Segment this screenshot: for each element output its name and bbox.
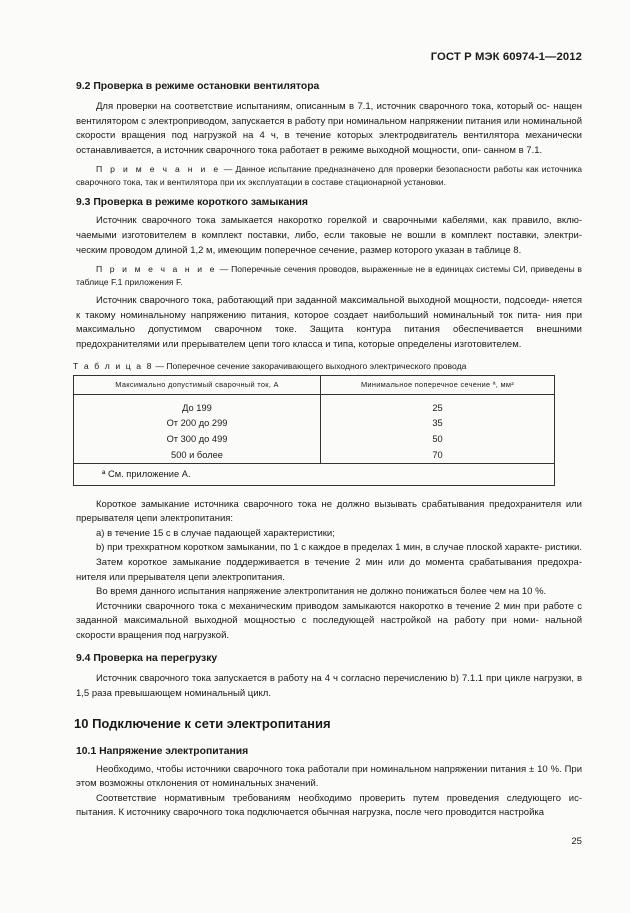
table-title: — Поперечное сечение закорачивающего выходного электрического провода xyxy=(152,360,467,371)
heading-9-3: 9.3 Проверка в режиме короткого замыкания xyxy=(76,197,308,209)
paragraph-9-4 xyxy=(76,672,582,701)
heading-9-2: 9.2 Проверка в режиме остановки вентилятора xyxy=(76,81,320,92)
note-9-3 xyxy=(76,263,582,289)
text-line: или прерывателя цепи электропитания: xyxy=(76,498,582,525)
paragraph xyxy=(76,498,582,527)
table-row xyxy=(74,447,555,464)
page-content xyxy=(73,80,583,821)
text-line: няется к такому номинальному напряжению питания, которое создает наибольший номинальный ток пита- xyxy=(76,295,583,321)
table-label: Т а б л и ц а 8 xyxy=(73,360,153,371)
paragraph-10-1-a xyxy=(76,763,582,792)
text-line: нагрузки, в 1,5 раза превышающем номинальный цикл. xyxy=(76,673,582,700)
note-label: П р и м е ч а н и е xyxy=(96,264,217,275)
table-cell: До 199 xyxy=(74,394,321,415)
table-cell: 25 xyxy=(321,394,555,415)
paragraph-9-3-b xyxy=(76,294,582,352)
text-line: санном в 7.1. xyxy=(483,144,543,156)
table-cell: 70 xyxy=(321,447,555,464)
note-9-2 xyxy=(76,163,582,189)
text-line: Необходимо, чтобы источники сварочного тока работали при номинальном напряжении питания xyxy=(96,763,527,775)
text-line: Источник сварочного тока замыкается накоротко горелкой и сварочными кабелями, как правило, вклю- xyxy=(96,215,582,227)
text-line: ± 10 %. При этом возможны отклонения от номинальных значений. xyxy=(76,763,582,790)
text-line: Источник сварочного тока, работающий при заданной максимальной выходной мощности, подсоеди- xyxy=(96,295,550,307)
list-item-b xyxy=(76,541,582,556)
table-cell: От 300 до 499 xyxy=(74,431,321,447)
text-line: ристики. xyxy=(544,542,582,554)
text-line: работе с заданной максимальной выходной мощностью с последующей настройкой на работу при номи- xyxy=(76,600,583,627)
table-row xyxy=(74,415,555,431)
text-line: ческим проводом длиной 1,2 м, имеющим поперечное сечение, размер которого указан в таблице 8. xyxy=(76,244,522,256)
text-line: Соответствие нормативным требованиям необходимо проверить путем проведения следующего ис- xyxy=(96,792,582,804)
paragraph xyxy=(76,556,582,585)
paragraph xyxy=(76,600,582,644)
text-line: нителя или прерывателя цепи электропитания. xyxy=(76,571,285,583)
table-cell: От 200 до 299 xyxy=(74,415,321,431)
text-line: нащен вентилятором с электроприводом, запускается в работу при номинальном напряжении питания или xyxy=(76,101,582,127)
note-text: сварочного тока, так и вентилятора при их эксплуатации в составе стационарной установки. xyxy=(76,177,446,188)
text-line: Для проверки на соответствие испытаниям, описанным в 7.1, источник сварочного тока, который ос- xyxy=(96,101,550,112)
heading-9-4: 9.4 Проверка на перегрузку xyxy=(76,653,218,665)
list-item-a: а) в течение 15 с в случае падающей характеристики; xyxy=(96,527,335,539)
table-cell: 500 и более xyxy=(74,447,321,464)
paragraph-9-3-a xyxy=(76,214,582,258)
text-line: Источник сварочного тока запускается в работу на 4 ч согласно перечислению b) 7.1.1 при цикле xyxy=(96,673,531,685)
paragraph-9-2 xyxy=(76,100,582,158)
text-line: номинальной скорости вращения под нагрузкой на 4 ч, в течение которых электродвигатель вентилятора xyxy=(76,115,583,142)
text-line: чаемыми изготовителем в комплект поставки, либо, если таковые не вошли в комплект поставки, электри- xyxy=(76,229,582,241)
table-row xyxy=(74,394,555,415)
text-line: Источники сварочного тока с механическим приводом замыкаются накоротко в течение 2 мин при xyxy=(96,600,540,612)
table-row xyxy=(74,431,555,447)
text-line: нальной скорости вращения под нагрузкой. xyxy=(76,615,582,641)
table-cell: 35 xyxy=(321,415,555,431)
note-label: П р и м е ч а н и е xyxy=(96,164,221,175)
text-line: Короткое замыкание источника сварочного тока не должно вызывать срабатывания предохранителя xyxy=(96,498,562,510)
page-number: 25 xyxy=(571,836,582,847)
table-8-caption xyxy=(73,360,579,372)
table-footnote: ª См. приложение А. xyxy=(74,463,555,485)
heading-10-1: 10.1 Напряжение электропитания xyxy=(76,745,249,757)
paragraph: Во время данного испытания напряжение электропитания не должно понижаться более чем на 10 %. xyxy=(96,586,547,598)
note-text: таблице F.1 приложения F. xyxy=(76,277,183,288)
note-text: — Данное испытание предназначено для проверки безопасности работы как источника xyxy=(220,164,583,175)
document-id: ГОСТ Р МЭК 60974-1—2012 xyxy=(430,51,582,63)
table-8 xyxy=(73,375,555,486)
text-line: пытания. К источнику сварочного тока подключается обычная нагрузка, после чего проводится настройка xyxy=(76,807,545,819)
text-line: предохранителями или прерывателем цепи того класса и типа, которые определены изготовителем. xyxy=(76,338,522,350)
text-line: ния при максимально допустимом сварочном токе. Защита контура питания обеспечивается внешними xyxy=(76,309,583,336)
note-text: — Поперечные сечения проводов, выраженные не в единицах системы СИ, приведены в xyxy=(216,264,582,275)
text-line: Затем короткое замыкание поддерживается в течение 2 мин или до момента срабатывания предохра- xyxy=(96,556,582,568)
text-line: механически останавливается, а источник сварочного тока работает в режиме выходной мощности, опи- xyxy=(76,130,582,156)
text-line: b) при трехкратном коротком замыкании, по 1 с каждое в пределах 1 мин, в случае плоской характе- xyxy=(96,542,543,554)
short-circuit-requirements xyxy=(76,498,582,644)
table-cell: 50 xyxy=(321,431,555,447)
paragraph-10-1-b xyxy=(76,792,582,821)
column-header-current: Максимально допустимый сварочный ток, А xyxy=(74,375,321,394)
column-header-section: Минимальное поперечное сечение ª, мм² xyxy=(321,375,555,394)
heading-10: 10 Подключение к сети электропитания xyxy=(74,715,331,731)
